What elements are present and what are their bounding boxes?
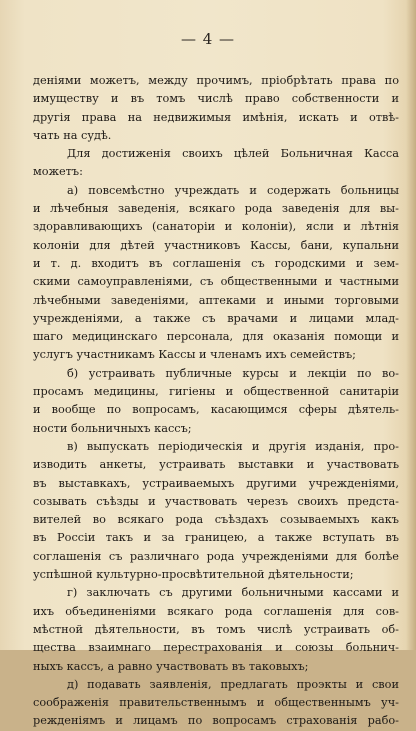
text-line: скими самоуправленіями, съ общественными и частными [33, 275, 399, 289]
text-line: другія права на недвижимыя имѣнія, искать и отвѣ- [33, 110, 399, 124]
text-line: услугъ участникамъ Кассы и членамъ ихъ семействъ; [33, 348, 356, 362]
text-line: имуществу и въ томъ числѣ право собственности и [33, 92, 399, 106]
text-line: созывать съѣзды и участвовать черезъ своихъ предста- [33, 494, 399, 508]
text-line: чать на судѣ. [33, 128, 112, 142]
text-line: здоравливающихъ (санаторіи и колоніи), ясли и лѣтнія [33, 220, 399, 234]
text-line: просамъ медицины, гигіены и общественной санитаріи [33, 385, 399, 399]
text-line: и вообще по вопросамъ, касающимся сферы дѣятель- [33, 403, 399, 417]
text-line: ныхъ кассъ, а равно участвовать въ таковыхъ; [33, 659, 309, 673]
text-line: шаго медицинскаго персонала, для оказанія помощи и [33, 330, 399, 344]
text-line: в) выпускать періодическія и другія изданія, про- [67, 439, 399, 453]
text-line: режденіямъ и лицамъ по вопросамъ страхованія рабо- [33, 714, 399, 728]
page-edge-shadow [406, 0, 416, 650]
text-line: успѣшной культурно-просвѣтительной дѣятельности; [33, 568, 354, 582]
text-line: можетъ: [33, 165, 83, 179]
body-text [33, 72, 399, 731]
text-line: деніями можетъ, между прочимъ, пріобрѣтать права по [33, 74, 399, 87]
text-line: Для достиженія своихъ цѣлей Больничная Касса [67, 147, 399, 161]
page-number: — 4 — [180, 30, 236, 48]
text-line: д) подавать заявленія, предлагать проэкты и свои [67, 677, 399, 691]
text-line: учрежденіями, а также съ врачами и лицами млад- [33, 311, 399, 325]
text-line: въ выставкахъ, устраиваемыхъ другими учрежденіями, [33, 476, 399, 490]
text-line: а) повсемѣстно учреждать и содержать больницы [67, 183, 399, 197]
text-line: ихъ объединеніями всякаго рода соглашенія для сов- [33, 604, 399, 618]
text-line: г) заключать съ другими больничными кассами и [67, 586, 399, 600]
text-line: изводить анкеты, устраивать выставки и участвовать [33, 458, 399, 472]
text-line: щества взаимнаго перестрахованія и союзы больнич- [33, 641, 399, 655]
text-line: ности больничныхъ кассъ; [33, 421, 192, 435]
text-line: б) устраивать публичные курсы и лекціи по во- [67, 366, 399, 380]
text-line: соглашенія съ различнаго рода учрежденіями для болѣе [33, 549, 399, 563]
text-line: и т. д. входитъ въ соглашенія съ городскими и зем- [33, 256, 399, 270]
text-line: вителей во всякаго рода съѣздахъ созываемыхъ какъ [33, 513, 399, 527]
text-line: мѣстной дѣятельности, въ томъ числѣ устраивать об- [33, 622, 399, 636]
text-line: въ Россіи такъ и за границею, а также вступать въ [33, 531, 399, 545]
text-line: лѣчебными заведеніями, аптеками и иными торговыми [33, 293, 399, 307]
text-line: и лѣчебныя заведенія, всякаго рода заведенія для вы- [33, 202, 399, 216]
text-line: соображенія правительственнымъ и общественнымъ уч- [33, 696, 399, 710]
text-line: колоніи для дѣтей участниковъ Кассы, бани, купальни [33, 238, 399, 252]
